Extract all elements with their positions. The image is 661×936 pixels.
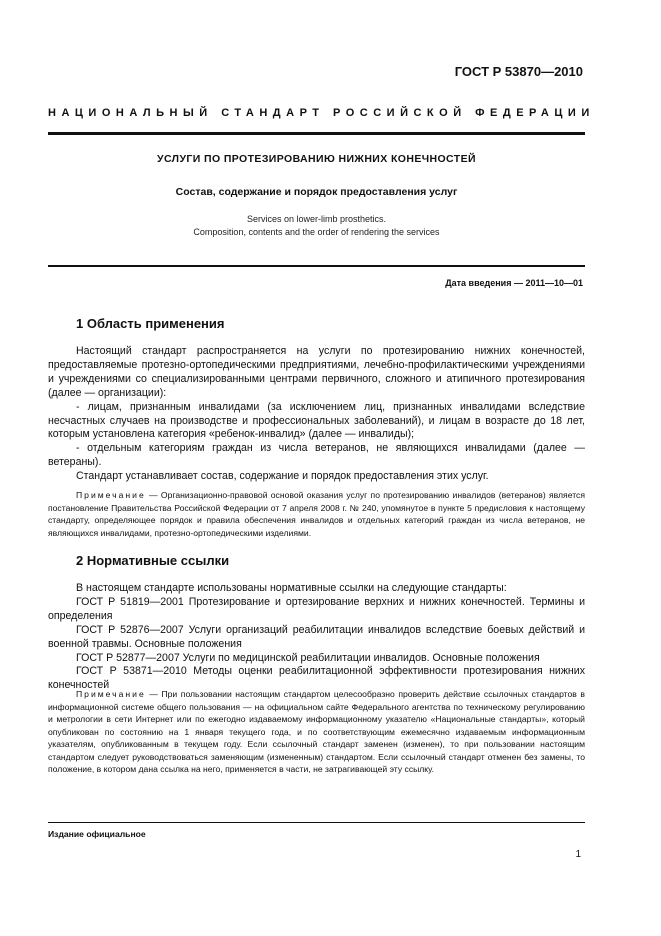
document-title: УСЛУГИ ПО ПРОТЕЗИРОВАНИЮ НИЖНИХ КОНЕЧНОСТЕЙ — [157, 153, 476, 165]
section-2-heading: 2 Нормативные ссылки — [76, 553, 230, 568]
section-2-body — [48, 582, 585, 693]
document-subtitle: Состав, содержание и порядок предоставления услуг — [175, 186, 458, 198]
section-1-body — [48, 345, 585, 484]
title-divider — [48, 265, 585, 267]
section-2-note — [48, 688, 585, 776]
reference-item: ГОСТ Р 53871—2010 Методы оценки реабилитационной эффективности протезирования нижних конечностей — [48, 665, 585, 692]
reference-item: ГОСТ Р 52876—2007 Услуги организаций реабилитации инвалидов вследствие боевых действий и военной травмы. Основные положения — [48, 623, 585, 650]
section-1-heading: 1 Область применения — [76, 316, 225, 331]
page-number: 1 — [575, 849, 581, 860]
paragraph: - лицам, признанным инвалидами (за исключением лиц, признанных инвалидами вследствие несчастных случаев на производстве и профессиональных заболеваний), и лицам в возрасте до 18 лет, которым установлена категория «ребенок-инвалид» (далее — инвалиды); — [48, 400, 585, 441]
note-text: — При пользовании настоящим стандартом целесообразно проверить действие ссылочных стандартов в информационной системе общего пользования — на официальном сайте Федерального агентства по техническому регулированию и метрологии в сети Интернет или по ежегодно издаваемому информационному указателю «Национальные стандарты», который опубликован по состоянию на 1 января текущего года, и по соответствующим ежемесячно издаваемым информационным указателям, опубликованным в текущем году. Если ссылочный стандарт заменен (изменен), то при пользовании настоящим стандартом следует руководствоваться заменяющим (измененным) стандартом. Если ссылочный стандарт отменен без замены, то положение, в котором дана ссылка на него, применяется в части, не затрагивающей эту ссылку. — [48, 689, 585, 774]
note-label: Примечание — [76, 490, 146, 500]
english-title-line-2: Composition, contents and the order of rendering the services — [193, 227, 440, 237]
note-text: — Организационно-правовой основой оказания услуг по протезированию инвалидов (ветеранов) является постановление Правительства Российской Федерации от 7 апреля 2008 г. № 240, упомянутое в пункте 5 предисловия к настоящему стандарту, определяющее порядок и правила обеспечения инвалидов и отдельных категорий граждан из числа ветеранов, не являющихся инвалидами, протезно-ортопедическими изделиями. — [48, 490, 585, 538]
paragraph: Настоящий стандарт распространяется на услуги по протезированию нижних конечностей, предоставляемые протезно-ортопедическими предприятиями, лечебно-профилактическими учреждениями и учреждениями со специализированными центрами первичного, сложного и атипичного протезирования (далее — организации): — [48, 345, 585, 399]
english-title-line-1: Services on lower-limb prosthetics. — [246, 214, 387, 224]
paragraph: В настоящем стандарте использованы нормативные ссылки на следующие стандарты: — [76, 582, 507, 594]
paragraph: Стандарт устанавливает состав, содержание и порядок предоставления этих услуг. — [76, 470, 489, 483]
english-title — [48, 213, 585, 239]
header-divider — [48, 132, 585, 135]
reference-item: ГОСТ Р 52877—2007 Услуги по медицинской реабилитации инвалидов. Основные положения — [76, 651, 540, 664]
introduction-date: Дата введения — 2011—10—01 — [445, 278, 583, 288]
standard-banner: НАЦИОНАЛЬНЫЙ СТАНДАРТ РОССИЙСКОЙ ФЕДЕРАЦИИ — [48, 107, 595, 119]
section-1-note — [48, 489, 585, 539]
edition-label: Издание официальное — [48, 829, 146, 839]
footer-divider — [48, 822, 585, 823]
paragraph: - отдельным категориям граждан из числа ветеранов, не являющихся инвалидами (далее — ветераны). — [48, 442, 585, 469]
note-label: Примечание — [76, 689, 146, 699]
document-code: ГОСТ Р 53870—2010 — [454, 64, 583, 79]
reference-item: ГОСТ Р 51819—2001 Протезирование и ортезирование верхних и нижних конечностей. Термины и определения — [48, 595, 585, 622]
